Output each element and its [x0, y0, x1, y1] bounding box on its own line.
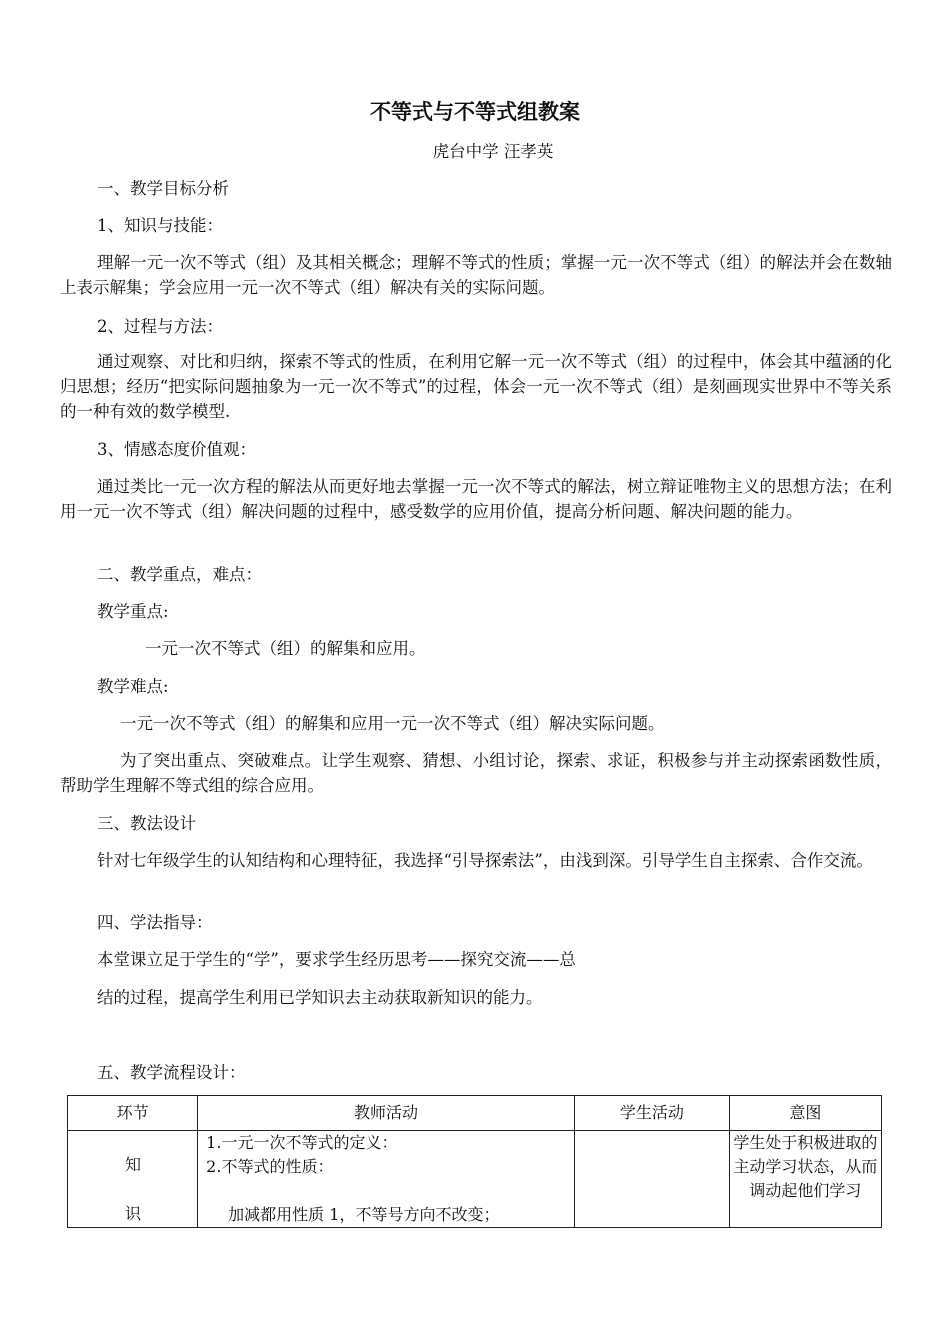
key-points-text: 一元一次不等式（组）的解集和应用。 — [145, 639, 426, 658]
section-1-1-heading: 1、知识与技能： — [97, 216, 223, 235]
teaching-flow-table — [67, 1095, 882, 1228]
teacher-activity-line: 2.不等式的性质： — [206, 1157, 334, 1176]
section-4-heading: 四、学法指导： — [97, 913, 213, 932]
teacher-activity-line: 加减都用性质 1，不等号方向不改变； — [228, 1205, 500, 1224]
section-1-2-text: 通过观察、对比和归纳，探索不等式的性质，在利用它解一元一次不等式（组）的过程中，体会其中蕴涵的化归思想；经历“把实际问题抽象为一元一次不等式”的过程，体会一元一次不等式（组）是刻画现实世界中不等关系的一种有效的数学模型. — [60, 352, 892, 421]
section-3-text: 针对七年级学生的认知结构和心理特征，我选择“引导探索法”，由浅到深。引导学生自主探索、合作交流。 — [97, 851, 873, 870]
section-5-heading: 五、教学流程设计： — [97, 1063, 246, 1082]
stage-char: 知 — [124, 1155, 141, 1174]
table-header-row — [68, 1096, 882, 1131]
section-3-heading: 三、教法设计 — [97, 814, 196, 833]
section-1-3-text: 通过类比一元一次方程的解法从而更好地去掌握一元一次不等式的解法，树立辩证唯物主义的思想方法；在利用一元一次不等式（组）解决问题的过程中，感受数学的应用价值，提高分析问题、解决问题的能力。 — [60, 477, 892, 521]
section-1-3-heading: 3、情感态度价值观： — [97, 440, 256, 459]
section-1-heading: 一、教学目标分析 — [97, 179, 229, 198]
difficulties-label: 教学难点: — [97, 677, 169, 696]
intent-cell: 学生处于积极进取的主动学习状态，从而调动起他们学习 — [729, 1131, 881, 1228]
document-title: 不等式与不等式组教案 — [370, 99, 580, 124]
difficulties-text: 一元一次不等式（组）的解集和应用一元一次不等式（组）解决实际问题。 — [120, 714, 665, 733]
section-1-1-text: 理解一元一次不等式（组）及其相关概念；理解不等式的性质；掌握一元一次不等式（组）的解法并会在数轴上表示解集；学会应用一元一次不等式（组）解决有关的实际问题。 — [60, 253, 892, 297]
section-2-heading: 二、教学重点，难点： — [97, 565, 262, 584]
section-2-text: 为了突出重点、突破难点。让学生观察、猜想、小组讨论，探索、求证，积极参与并主动探索函数性质，帮助学生理解不等式组的综合应用。 — [60, 751, 892, 795]
table-header-cell: 教师活动 — [198, 1096, 575, 1131]
table-header-cell: 意图 — [729, 1096, 881, 1131]
stage-char: 识 — [124, 1204, 141, 1223]
key-points-label: 教学重点: — [97, 602, 169, 621]
section-1-2-heading: 2、过程与方法： — [97, 317, 223, 336]
document-author: 虎台中学 汪孝英 — [432, 142, 554, 161]
stage-cell — [68, 1131, 198, 1228]
section-4-line-1: 本堂课立足于学生的“学”，要求学生经历思考——探究交流——总 — [97, 950, 576, 969]
teacher-activity-line — [198, 1179, 574, 1203]
teacher-activity-cell — [198, 1131, 575, 1228]
table-header-cell: 学生活动 — [574, 1096, 729, 1131]
table-row — [68, 1131, 882, 1228]
teacher-activity-line: 1.一元一次不等式的定义： — [206, 1133, 398, 1152]
student-activity-cell — [574, 1131, 729, 1228]
section-4-line-2: 结的过程，提高学生利用已学知识去主动获取新知识的能力。 — [97, 988, 543, 1007]
table-header-cell: 环节 — [68, 1096, 198, 1131]
